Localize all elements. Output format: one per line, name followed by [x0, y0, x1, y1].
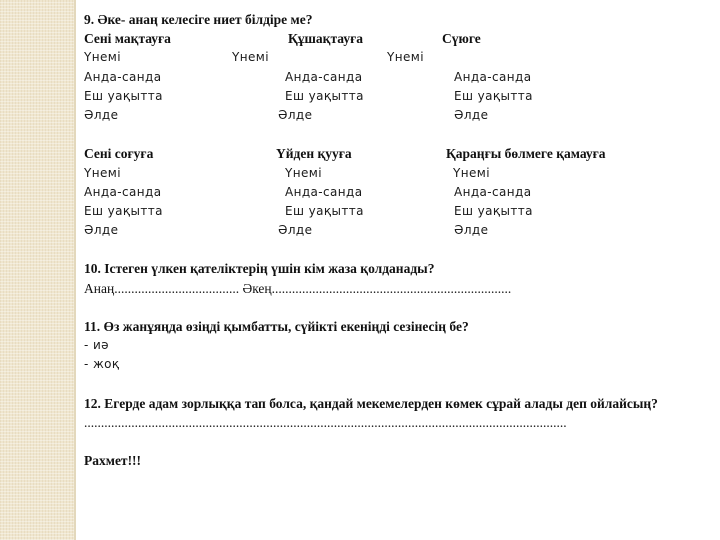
option-cell: Еш уақытта — [454, 203, 533, 218]
option-cell: Үнемі — [232, 50, 269, 65]
q9-block1-header-kiss: Сүюге — [442, 31, 481, 47]
option-cell: Үнемі — [285, 165, 322, 180]
spacer — [84, 375, 704, 394]
option-cell: Анда-санда — [454, 69, 532, 84]
option-cell: Әлде — [278, 107, 313, 122]
option-cell: Әлде — [84, 223, 119, 238]
q9-block1-headers — [84, 29, 704, 48]
option-cell: Еш уақытта — [285, 88, 364, 103]
q9-block1-row — [84, 68, 704, 87]
q11-option-yes: - иә — [84, 338, 109, 353]
closing-thanks: Рахмет!!! — [84, 453, 142, 469]
q12-answer-line: ............................................................................................................................................... — [84, 414, 567, 430]
q12-title: 12. Егерде адам зорлыққа тап болса, қандай мекемелерден көмек сұрай алады деп ойлайсың? — [84, 395, 658, 411]
option-cell: Әлде — [454, 223, 489, 238]
q11-option-no: - жоқ — [84, 357, 120, 372]
option-cell: Әлде — [454, 107, 489, 122]
option-cell: Үнемі — [453, 165, 490, 180]
q9-block2-row — [84, 183, 704, 202]
q9-block2-header-dark-room: Қараңғы бөлмеге қамауға — [446, 146, 606, 162]
option-cell: Әлде — [84, 107, 119, 122]
q9-block1-row — [84, 106, 704, 125]
option-cell: Анда-санда — [454, 184, 532, 199]
q9-block1-header-hug: Құшақтауға — [288, 31, 363, 47]
side-strip-edge — [74, 0, 76, 540]
spacer — [84, 125, 704, 144]
q11-title: 11. Өз жанұяңда өзіңді қымбатты, сүйікті екеніңді сезінесің бе? — [84, 319, 469, 334]
q9-block2-header-hit: Сені соғуға — [84, 146, 154, 162]
q9-block2-row — [84, 202, 704, 221]
option-cell: Үнемі — [84, 50, 121, 65]
questionnaire-content — [84, 10, 704, 471]
option-cell: Анда-санда — [84, 184, 162, 199]
option-cell: Анда-санда — [285, 184, 363, 199]
option-cell: Үнемі — [84, 165, 121, 180]
option-cell: Әлде — [278, 223, 313, 238]
q9-block1-row — [84, 87, 704, 106]
q9-block2-headers — [84, 144, 704, 163]
option-cell: Еш уақытта — [454, 88, 533, 103]
q10-title: 10. Істеген үлкен қателіктерің үшін кім жаза қолданады? — [84, 261, 435, 277]
q9-block2-header-kickout: Үйден қууға — [276, 146, 352, 162]
option-cell: Еш уақытта — [84, 203, 163, 218]
q9-block2-row — [84, 221, 704, 240]
option-cell: Үнемі — [387, 50, 424, 65]
q9-title: 9. Әке- анаң келесіге ниет білдіре ме? — [84, 12, 313, 27]
option-cell: Еш уақытта — [84, 88, 163, 103]
option-cell: Анда-санда — [285, 69, 363, 84]
option-cell: Еш уақытта — [285, 203, 364, 218]
decorative-side-strip — [0, 0, 74, 540]
q9-block2-row — [84, 164, 704, 183]
q10-answer-line: Анаң..................................... Әкең....................................................................... — [84, 280, 512, 296]
spacer — [84, 298, 704, 317]
q9-block1-header-praise: Сені мақтауға — [84, 31, 171, 47]
q9-block1-row — [84, 48, 704, 67]
option-cell: Анда-санда — [84, 69, 162, 84]
spacer — [84, 432, 704, 451]
spacer — [84, 240, 704, 259]
